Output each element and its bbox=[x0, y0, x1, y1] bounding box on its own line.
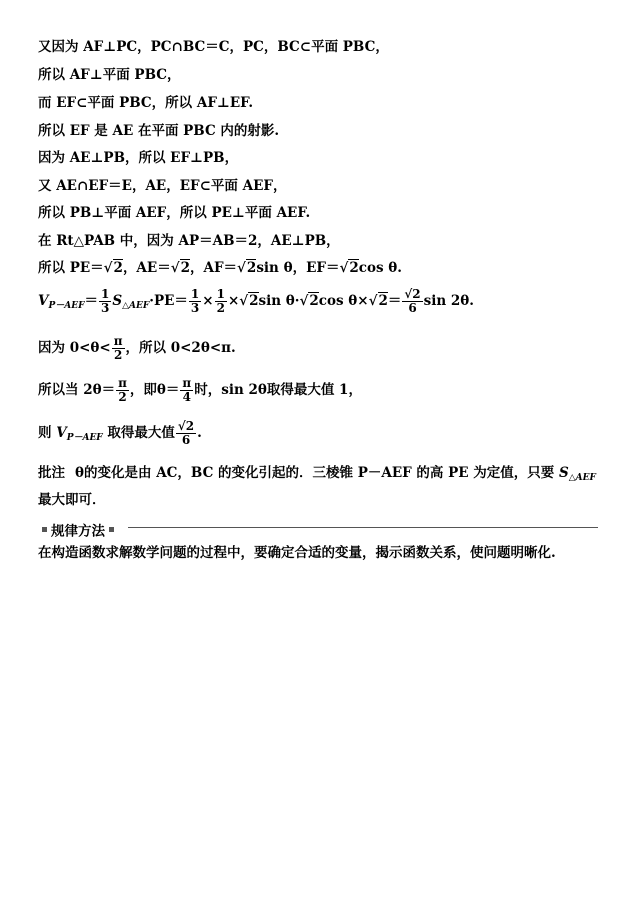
result-line: 则 $V_{P-AEF}$ 取得最大值 $\frac{√2}{6}$ . bbox=[38, 419, 202, 447]
text-line-9: 所以 PE＝√2，AE＝√2，AF＝√2sin θ，EF＝√2cos θ. bbox=[38, 260, 402, 276]
annotation-note: 批注 θ的变化是由 AC，BC 的变化引起的．三棱锥 P－AEF 的高 PE 为定值，只要 $S_{\triangle AEF}$ 最大即可． bbox=[38, 465, 596, 508]
text-line-5: 因为 AE⊥PB，所以 EF⊥PB， bbox=[38, 150, 239, 166]
text-line-1: 又因为 AF⊥PC，PC∩BC＝C，PC，BC⊂平面 PBC， bbox=[38, 39, 389, 55]
max-line: 所以当 2θ＝ $\frac{\pi}{2}$ ，即θ＝ $\frac{\pi}{4}$ 时，sin 2θ取得最大值 1， bbox=[38, 376, 362, 404]
square-bullet-icon bbox=[42, 527, 47, 532]
text-line-4: 所以 EF 是 AE 在平面 PBC 内的射影. bbox=[38, 123, 280, 139]
text-line-8: 在 Rt△PAB 中，因为 AP＝AB＝2，AE⊥PB， bbox=[38, 233, 340, 249]
square-bullet-icon bbox=[109, 527, 114, 532]
text-line-2: 所以 AF⊥平面 PBC， bbox=[38, 67, 181, 83]
text-line-7: 所以 PB⊥平面 AEF，所以 PE⊥平面 AEF. bbox=[38, 205, 311, 221]
method-title: 规律方法 bbox=[51, 523, 105, 540]
note-label: 批注 bbox=[38, 465, 65, 481]
text-line-3: 而 EF⊂平面 PBC，所以 AF⊥EF. bbox=[38, 95, 254, 111]
method-text: 在构造函数求解数学问题的过程中，要确定合适的变量，揭示函数关系，使问题明晰化. bbox=[38, 545, 556, 561]
heading-divider bbox=[128, 527, 598, 528]
volume-formula: $V_{P-AEF}=$ $\frac{1}{3}$ $S_{\triangle AEF}\cdot PE=$ $\frac{1}{3}$ × $\frac{1}{2}$ ×√2sin θ·√2cos θ×√2＝ $\frac{√2}{6}$ sin 2θ. bbox=[38, 287, 474, 315]
range-line: 因为 0<θ< $\frac{\pi}{2}$ ，所以 0<2θ<π. bbox=[38, 334, 236, 362]
text-line-6: 又 AE∩EF＝E，AE，EF⊂平面 AEF， bbox=[38, 178, 287, 194]
method-heading bbox=[38, 519, 598, 540]
